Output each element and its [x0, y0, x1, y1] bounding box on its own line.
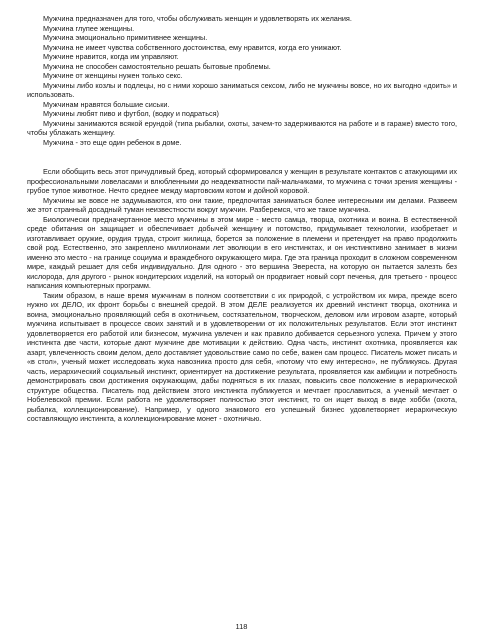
body-text	[27, 167, 457, 424]
paragraph: Биологически предначертанное место мужчины в этом мире - место самца, творца, охотника и воина. В естественной среде обитания он защищает и обеспечивает добычей женщину и потомство, придумывает технологии, изобретает и изготавливает оружие, орудия труда, строит жилища, борется за положение в племени и претендует на право продолжить свой род. Естественно, это закреплено миллионами лет эволюции в его инстинктах, и он инстинктивно занимает в жизни именно это место - на границе социума и враждебного окружающего мира. Где эта граница проходит в сложном современном мире, каждый решает для себя индивидуально. Для одного - это вершина Эвереста, на которую он пытается залезть без кислорода, для другого - рынок кондитерских изделий, на который он продвигает новый сорт печенья, для третьего - процесс написания компьютерных программ.	[27, 214, 457, 290]
paragraph: Мужчины же вовсе не задумываются, кто они такие, предпочитая заниматься более интересными им делами. Развеем же этот странный досадный туман неизвестности вокруг мужчин. Разберемся, что же такое мужчина.	[27, 195, 457, 214]
paragraph: Таким образом, в наше время мужчинам в полном соответствии с их природой, с устройством их мира, прежде всего нужно их ДЕЛО, их фронт борьбы с внешней средой. В этом ДЕЛЕ реализуется их древний инстинкт творца, охотника и воина, эмоционально проявляющий себя в охотничьем, состязательном, творческом, деловом или игровом азарте, который мужчина испытывает в процессе своих занятий и в удовлетворении от их положительных результатов. Если этот инстинкт удовлетворяется его работой или бизнесом, мужчина увлечен и как правило добивается серьезного успеха. Причем у этого инстинкта две части, которые дают мужчине две мотивации к действию. Одна часть, инстинкт охотника, проявляется как азарт, увлеченность своим делом, дело доставляет удовольствие само по себе, важен сам процесс. Писатель может писать и «в стол», ученый может исследовать жука навозника просто для себя, «потому что ему интересно», не публикуясь. Другая часть, иерархический социальный инстинкт, ориентирует на достижение результата, проявляется как амбиции и потребность демонстрировать свои достижения окружающим, дабы подняться в их глазах, повысить свое положение в иерархической структуре общества. Писатель под действием этого инстинкта публикуется и мечтает прославиться, а ученый мечтает о Нобелевской премии. Если работа не удовлетворяет полностью этот инстинкт, то он ищет выход в виде хобби (охота, рыбалка, коллекционирование). Например, у одного знакомого его успешный бизнес удовлетворяет иерархическую составляющую инстинкта, а коллекционирование монет - охотничью.	[27, 290, 457, 423]
statement: Мужчина не способен самостоятельно решать бытовые проблемы.	[43, 61, 271, 71]
statement: Мужчины любят пиво и футбол, (водку и подраться)	[43, 109, 219, 118]
statement: Мужчина не имеет чувства собственного достоинства, ему нравится, когда его унижают.	[43, 42, 342, 52]
statement: Мужчина эмоционально примитивнее женщины.	[43, 33, 208, 42]
statement: Мужчина - это еще один ребенок в доме.	[43, 137, 182, 147]
statement-list	[27, 14, 457, 147]
statement: Мужчина предназначен для того, чтобы обслуживать женщин и удовлетворять их желания.	[43, 14, 352, 23]
statement: Мужчина глупее женщины.	[43, 23, 135, 33]
page-number: 118	[235, 622, 248, 631]
statement: Мужчины либо козлы и подлецы, но с ними хорошо заниматься сексом, либо не мужчины вовсе, но их выгодно «доить» и использовать.	[27, 80, 457, 99]
paragraph: Если обобщить весь этот причудливый бред, который сформировался у женщин в результате контактов с атакующими их профессиональными ловеласами и влюбленными до неадекватности пай-мальчиками, то мужчина с точки зрения женщины - грубое тупое животное. Нечто среднее между мартовским котом и дойной коровой.	[27, 167, 457, 195]
section-gap	[27, 157, 457, 167]
statement: Мужчинам нравятся большие сиськи.	[43, 99, 170, 109]
statement: Мужчине нравится, когда им управляют.	[43, 52, 179, 61]
statement: Мужчине от женщины нужен только секс.	[43, 71, 183, 80]
statement: Мужчины занимаются всякой ерундой (типа рыбалки, охоты, зачем-то задерживаются на работе и в гараже) вместо того, чтобы ублажать женщину.	[27, 118, 457, 137]
